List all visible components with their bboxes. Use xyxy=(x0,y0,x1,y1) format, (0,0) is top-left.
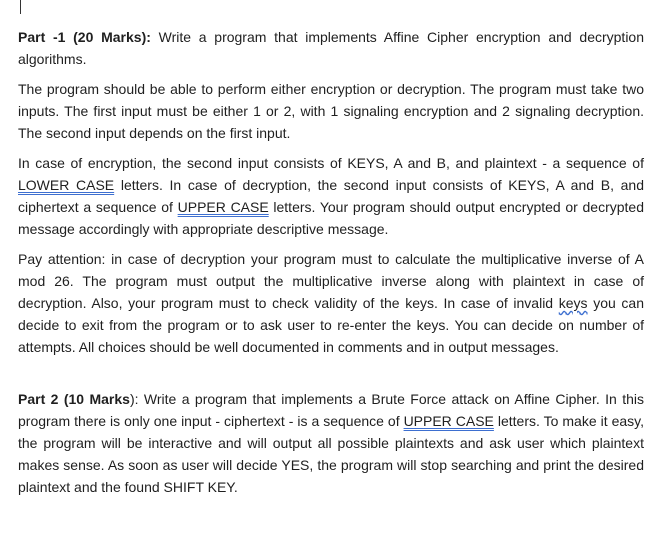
upper-case-underlined: UPPER CASE xyxy=(177,199,269,215)
part2-heading: Part 2 (10 Marks xyxy=(18,391,130,407)
part1-intro-text: Write a program that implements Affine Cipher encryption and decryption algorithms. xyxy=(18,29,644,67)
part1-encryption-text-b: letters. In case of decryption, the second input consists of KEYS, A and B, and ciphertext a sequence of xyxy=(18,177,644,215)
part1-inputs-paragraph: The program should be able to perform either encryption or decryption. The program must take two inputs. The first input must be either 1 or 2, with 1 signaling encryption and 2 signaling decryption. The second input depends on the first input. xyxy=(18,81,644,141)
document-body xyxy=(18,26,644,506)
part2-text-a: Write a program that implements a Brute Force attack on Affine Cipher. In this program there is only one input - ciphertext - is a sequence of xyxy=(18,391,644,429)
part1-encryption-text-c: letters. Your program should output encrypted or decrypted message accordingly with appropriate descriptive message. xyxy=(18,199,645,237)
text-cursor xyxy=(20,0,21,14)
lower-case-underlined: LOWER CASE xyxy=(18,177,115,193)
part2-upper-case-underlined: UPPER CASE xyxy=(403,413,494,429)
part2-paragraph xyxy=(18,388,644,498)
part1-attention-paragraph xyxy=(18,248,644,358)
keys-underlined: keys xyxy=(558,295,588,311)
part2-heading-close: ): xyxy=(129,391,139,407)
part2-text-b: letters. To make it easy, the program will be interactive and will output all possible plaintexts and ask user which plaintext makes sense. As soon as user will decide YES, the program will stop searching and print the desired plaintext and the found SHIFT KEY. xyxy=(18,413,644,495)
part1-encryption-text-a: In case of encryption, the second input consists of KEYS, A and B, and plaintext - a sequence of xyxy=(18,155,644,171)
part1-attention-text-a: Pay attention: in case of decryption your program must to calculate the multiplicative inverse of A mod 26. The program must output the multiplicative inverse along with plaintext in case of decryption. Also, your program must to check validity of the keys. In case of invalid xyxy=(18,251,644,311)
part1-intro-paragraph xyxy=(18,26,644,70)
part1-heading: Part -1 (20 Marks): xyxy=(18,29,151,45)
part1-encryption-paragraph xyxy=(18,152,644,240)
part1-attention-text-b: you can decide to exit from the program or to ask user to re-enter the keys. You can decide on number of attempts. All choices should be well documented in comments and in output messages. xyxy=(18,295,644,355)
